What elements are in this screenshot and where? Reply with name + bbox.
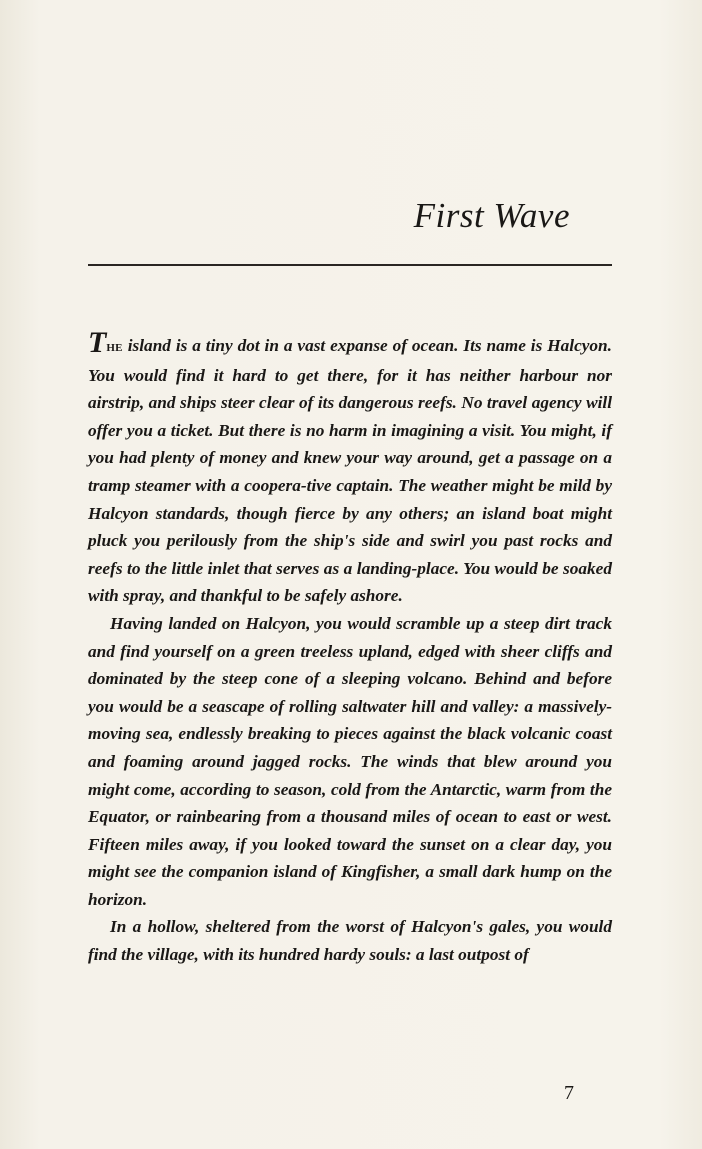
body-text: [88, 326, 612, 969]
paragraph-1: [88, 326, 612, 610]
chapter-rule: [88, 264, 612, 266]
lead-small-caps: he: [106, 339, 123, 355]
paragraph-3: In a hollow, sheltered from the worst of Halcyon's gales, you would find the village, with its hundred hardy souls: a last outpost of: [88, 917, 612, 965]
show-through-previous-page: [40, 30, 660, 58]
page-number: 7: [564, 1082, 574, 1104]
paragraph-2: Having landed on Halcyon, you would scramble up a steep dirt track and find yourself on a green treeless upland, edged with sheer cliffs and dominated by the steep cone of a sleeping volcano. Behind and before you would be a seascape of rolling saltwater hill and valley: a massively-moving sea, endlessly breaking to pieces against the black volcanic coast and foaming around jagged rocks. The winds that blew around you might come, according to season, cold from the Antarctic, warm from the Equator, or rainbearing from a thousand miles of ocean to east or west. Fifteen miles away, if you looked toward the sunset on a clear day, you might see the companion island of Kingfisher, a small dark hump on the horizon.: [88, 613, 612, 909]
drop-cap: T: [88, 326, 107, 359]
paragraph-1-text: island is a tiny dot in a vast expanse of ocean. Its name is Halcyon. You would find it hard to get there, for it has neither harbour nor airstrip, and ships steer clear of its dangerous reefs. No travel agency will offer you a ticket. But there is no harm in imagining a visit. You might, if you had plenty of money and knew your way around, get a passage on a tramp steamer with a coopera-tive captain. The weather might be mild by Halcyon standards, though fierce by any others; an island boat might pluck you perilously from the ship's side and swirl you past rocks and reefs to the little inlet that serves as a landing-place. You would be soaked with spray, and thankful to be safely ashore.: [88, 336, 612, 606]
chapter-title: First Wave: [413, 196, 570, 235]
